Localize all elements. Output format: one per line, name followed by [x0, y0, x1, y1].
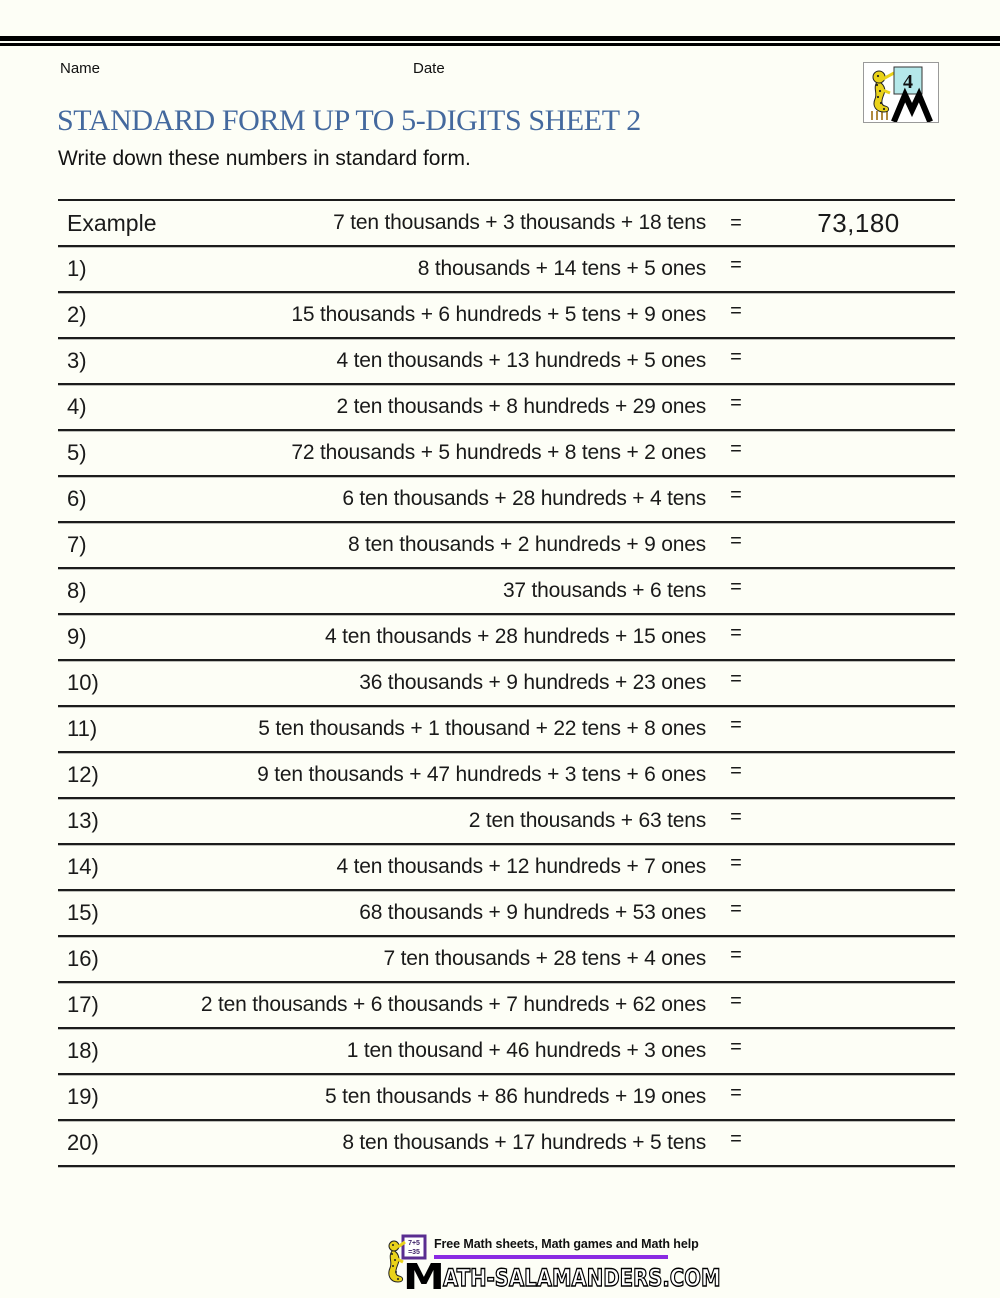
equals-sign: = [730, 437, 742, 460]
question-row [58, 661, 955, 707]
equals-sign: = [730, 211, 742, 234]
question-row [58, 891, 955, 937]
site-name-initial: M [403, 1255, 443, 1298]
question-expression: 8 ten thousands + 2 hundreds + 9 ones [347, 533, 706, 556]
equals-sign: = [730, 253, 742, 276]
question-number: 4) [67, 394, 87, 419]
date-label: Date [413, 60, 445, 77]
question-row [58, 569, 955, 615]
question-expression: 37 thousands + 6 tens [502, 579, 706, 602]
equals-sign: = [730, 483, 742, 506]
example-answer: 73,180 [817, 207, 900, 238]
question-number: 13) [67, 808, 99, 833]
question-number: 6) [67, 486, 87, 511]
question-number: 19) [67, 1084, 99, 1109]
footer-brand [381, 1231, 721, 1298]
question-number: 3) [67, 348, 87, 373]
equals-sign: = [730, 989, 742, 1012]
board-sum-line2: =35 [408, 1249, 420, 1256]
question-row [58, 845, 955, 891]
salamander-grade-logo-icon [864, 63, 938, 122]
equals-sign: = [730, 621, 742, 644]
equals-sign: = [730, 1081, 742, 1104]
question-expression: 1 ten thousand + 46 hundreds + 3 ones [346, 1039, 706, 1062]
question-expression: 4 ten thousands + 28 hundreds + 15 ones [324, 625, 706, 648]
equals-sign: = [730, 1035, 742, 1058]
question-expression: 15 thousands + 6 hundreds + 5 tens + 9 ones [291, 303, 706, 326]
question-expression: 4 ten thousands + 13 hundreds + 5 ones [336, 349, 706, 372]
equals-sign: = [730, 759, 742, 782]
question-number: 8) [67, 578, 87, 603]
math-salamanders-corner-logo [863, 62, 939, 123]
question-number: 1) [67, 256, 87, 281]
question-row [58, 1121, 955, 1167]
question-row [58, 523, 955, 569]
question-number: 7) [67, 532, 87, 557]
question-number: 10) [67, 670, 99, 695]
question-row [58, 293, 955, 339]
question-row [58, 477, 955, 523]
question-number: 18) [67, 1038, 99, 1063]
question-rows [58, 247, 955, 1167]
question-expression: 72 thousands + 5 hundreds + 8 tens + 2 ones [291, 441, 706, 464]
equals-sign: = [730, 529, 742, 552]
equals-sign: = [730, 897, 742, 920]
question-row [58, 983, 955, 1029]
equals-sign: = [730, 1127, 742, 1150]
question-row [58, 753, 955, 799]
footer-tagline: Free Math sheets, Math games and Math help [434, 1237, 699, 1251]
question-expression: 4 ten thousands + 12 hundreds + 7 ones [336, 855, 706, 878]
question-expression: 5 ten thousands + 86 hundreds + 19 ones [324, 1085, 706, 1108]
equals-sign: = [730, 345, 742, 368]
example-expression: 7 ten thousands + 3 thousands + 18 tens [333, 211, 706, 234]
equals-sign: = [730, 299, 742, 322]
question-number: 14) [67, 854, 99, 879]
page-title: STANDARD FORM UP TO 5-DIGITS SHEET 2 [57, 104, 641, 137]
example-label: Example [67, 209, 157, 236]
question-expression: 36 thousands + 9 hundreds + 23 ones [359, 671, 706, 694]
equals-sign: = [730, 943, 742, 966]
example-row [58, 201, 955, 247]
question-number: 16) [67, 946, 99, 971]
question-row [58, 247, 955, 293]
question-number: 5) [67, 440, 87, 465]
question-row [58, 385, 955, 431]
question-expression: 2 ten thousands + 8 hundreds + 29 ones [336, 395, 706, 418]
question-expression: 5 ten thousands + 1 thousand + 22 tens + 8 ones [258, 717, 706, 740]
question-row [58, 431, 955, 477]
question-number: 20) [67, 1130, 99, 1155]
question-expression: 7 ten thousands + 28 tens + 4 ones [383, 947, 706, 970]
question-row [58, 615, 955, 661]
question-expression: 6 ten thousands + 28 hundreds + 4 tens [342, 487, 706, 510]
equals-sign: = [730, 667, 742, 690]
question-number: 15) [67, 900, 99, 925]
question-row [58, 339, 955, 385]
equals-sign: = [730, 805, 742, 828]
equals-sign: = [730, 713, 742, 736]
question-number: 17) [67, 992, 99, 1017]
top-divider-rule [0, 36, 1000, 46]
question-row [58, 1075, 955, 1121]
question-expression: 2 ten thousands + 63 tens [468, 809, 706, 832]
board-sum-line1: 7+5 [408, 1240, 420, 1247]
question-row [58, 1029, 955, 1075]
question-expression: 8 thousands + 14 tens + 5 ones [417, 257, 706, 280]
question-expression: 8 ten thousands + 17 hundreds + 5 tens [342, 1131, 706, 1154]
question-number: 11) [67, 716, 98, 741]
question-number: 12) [67, 762, 99, 787]
worksheet-table [58, 199, 955, 1167]
question-number: 9) [67, 624, 87, 649]
question-expression: 9 ten thousands + 47 hundreds + 3 tens + 6 ones [257, 763, 706, 786]
site-name [403, 1253, 781, 1298]
question-row [58, 707, 955, 753]
equals-sign: = [730, 851, 742, 874]
question-row [58, 937, 955, 983]
question-number: 2) [67, 302, 87, 327]
equals-sign: = [730, 391, 742, 414]
site-name-rest: ATH-SALAMANDERS.COM [442, 1264, 721, 1292]
question-expression: 2 ten thousands + 6 thousands + 7 hundreds + 62 ones [200, 993, 706, 1016]
equals-sign: = [730, 575, 742, 598]
question-row [58, 799, 955, 845]
question-expression: 68 thousands + 9 hundreds + 53 ones [359, 901, 706, 924]
grade-number-text: 4 [903, 71, 913, 93]
name-label: Name [60, 60, 101, 77]
instruction-text: Write down these numbers in standard form. [58, 147, 471, 170]
